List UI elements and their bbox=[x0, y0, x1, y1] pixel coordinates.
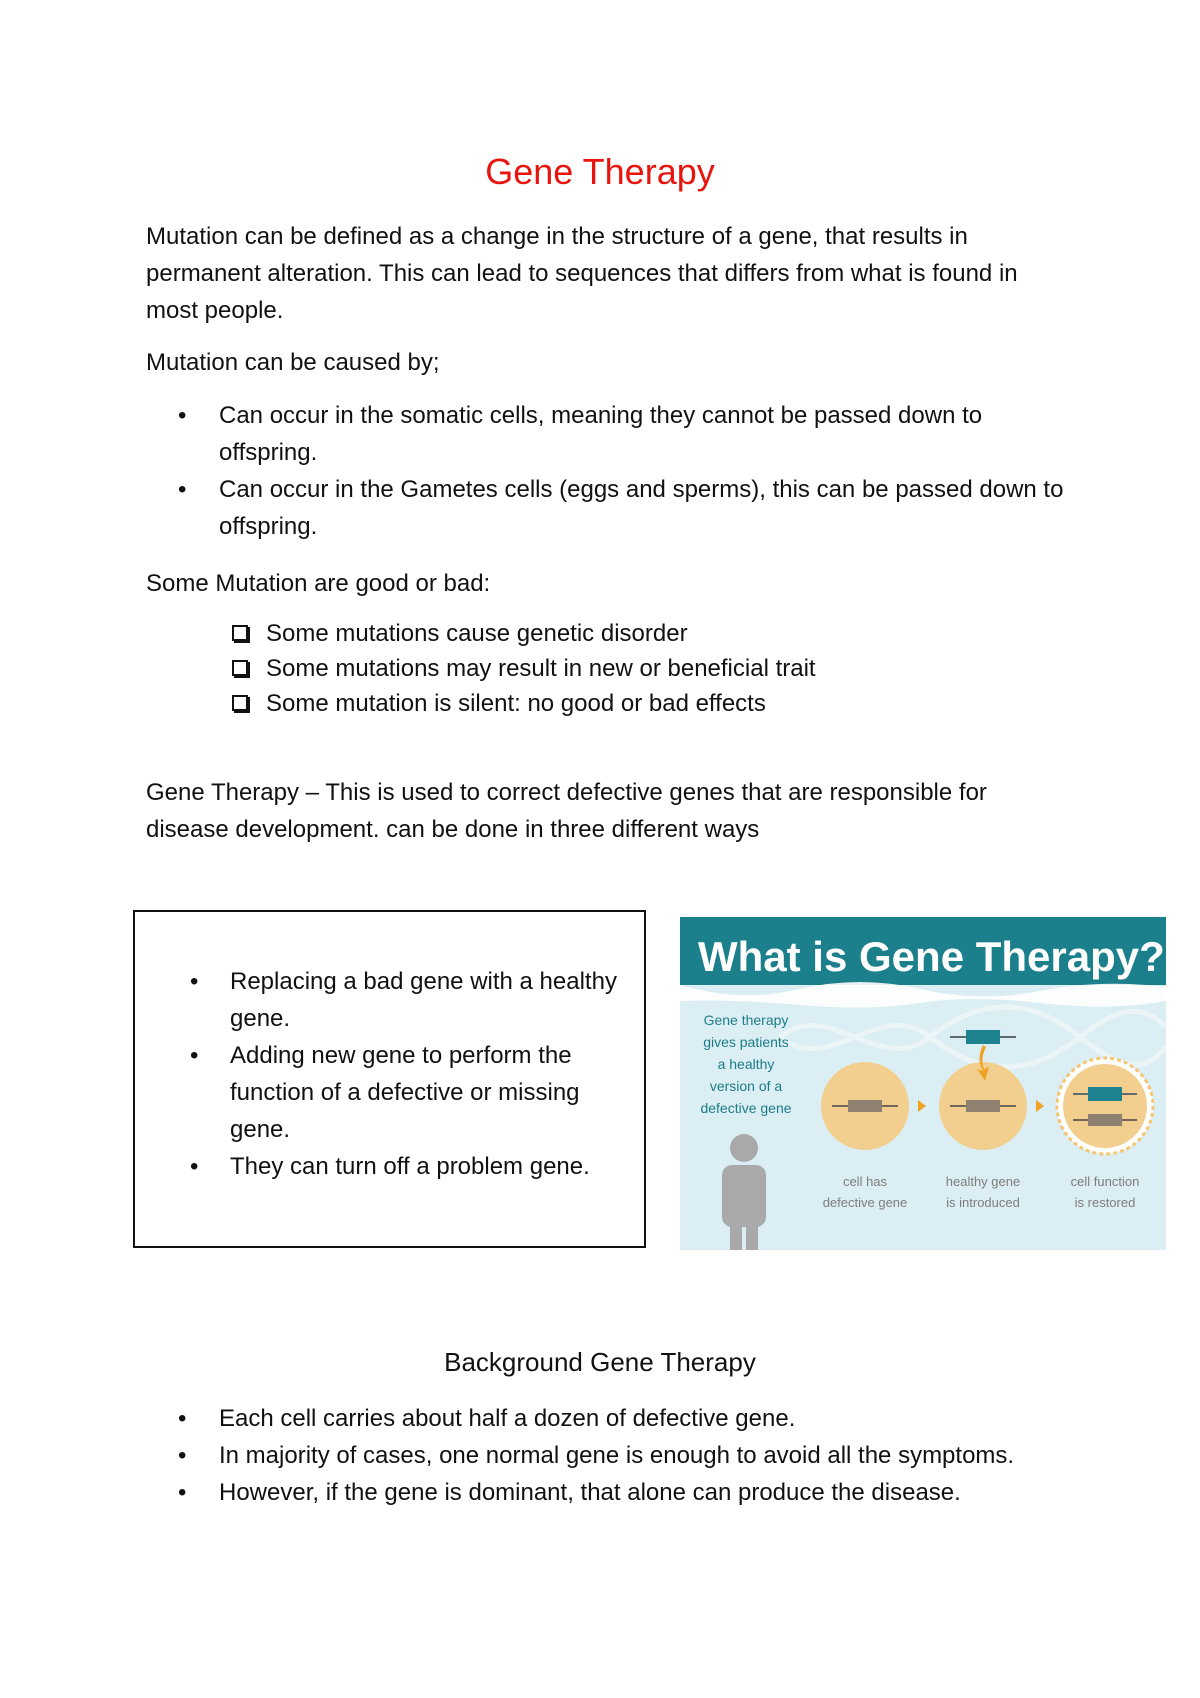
cell-restored-icon bbox=[1057, 1058, 1153, 1154]
effects-checklist bbox=[232, 616, 816, 721]
causes-heading: Mutation can be caused by; bbox=[146, 349, 440, 376]
infographic-caption-line: defective gene bbox=[700, 1100, 792, 1116]
checkbox-icon bbox=[232, 695, 248, 711]
list-item: • In majority of cases, one normal gene is enough to avoid all the symptoms. bbox=[146, 1437, 1066, 1474]
effects-heading: Some Mutation are good or bad: bbox=[146, 570, 491, 597]
step-label: defective gene bbox=[822, 1195, 908, 1210]
list-item: • They can turn off a problem gene. bbox=[155, 1148, 625, 1185]
gene-therapy-definition: Gene Therapy – This is used to correct defective genes that are responsible for disease development. can be done in three different ways bbox=[146, 779, 987, 843]
causes-list bbox=[146, 397, 1066, 545]
list-item: • Each cell carries about half a dozen of defective gene. bbox=[146, 1400, 1066, 1437]
infographic-caption-line: a healthy bbox=[717, 1056, 775, 1072]
checklist-item: Some mutations cause genetic disorder bbox=[232, 616, 816, 651]
list-item: • However, if the gene is dominant, that alone can produce the disease. bbox=[146, 1474, 1066, 1511]
checklist-item: Some mutations may result in new or beneficial trait bbox=[232, 651, 816, 686]
infographic-caption-line: gives patients bbox=[703, 1034, 789, 1050]
infographic-title: What is Gene Therapy? bbox=[698, 933, 1165, 980]
gene-therapy-infographic bbox=[680, 917, 1166, 1250]
methods-list bbox=[155, 963, 625, 1185]
methods-box bbox=[133, 910, 646, 1248]
infographic-caption-line: Gene therapy bbox=[703, 1012, 789, 1028]
step-label: cell function bbox=[1070, 1174, 1140, 1189]
list-item: • Replacing a bad gene with a healthy gene. bbox=[155, 963, 625, 1037]
list-item: • Can occur in the somatic cells, meaning they cannot be passed down to offspring. bbox=[146, 397, 1066, 471]
list-item: • Can occur in the Gametes cells (eggs and sperms), this can be passed down to offspring. bbox=[146, 471, 1066, 545]
background-list bbox=[146, 1400, 1066, 1511]
list-item: • Adding new gene to perform the function of a defective or missing gene. bbox=[155, 1037, 625, 1148]
step-label: is introduced bbox=[946, 1195, 1020, 1210]
checklist-item: Some mutation is silent: no good or bad effects bbox=[232, 686, 816, 721]
checkbox-icon bbox=[232, 625, 248, 641]
intro-paragraph: Mutation can be defined as a change in the structure of a gene, that results in permanent alteration. This can lead to sequences that differs from what is found in most people. bbox=[146, 223, 1018, 324]
page-title: Gene Therapy bbox=[485, 151, 715, 192]
step-label: cell has bbox=[842, 1174, 888, 1189]
step-label: healthy gene bbox=[945, 1174, 1021, 1189]
background-heading: Background Gene Therapy bbox=[444, 1347, 756, 1377]
step-label: is restored bbox=[1074, 1195, 1136, 1210]
infographic-caption-line: version of a bbox=[709, 1078, 783, 1094]
cell-defective-icon bbox=[821, 1062, 909, 1150]
checkbox-icon bbox=[232, 660, 248, 676]
